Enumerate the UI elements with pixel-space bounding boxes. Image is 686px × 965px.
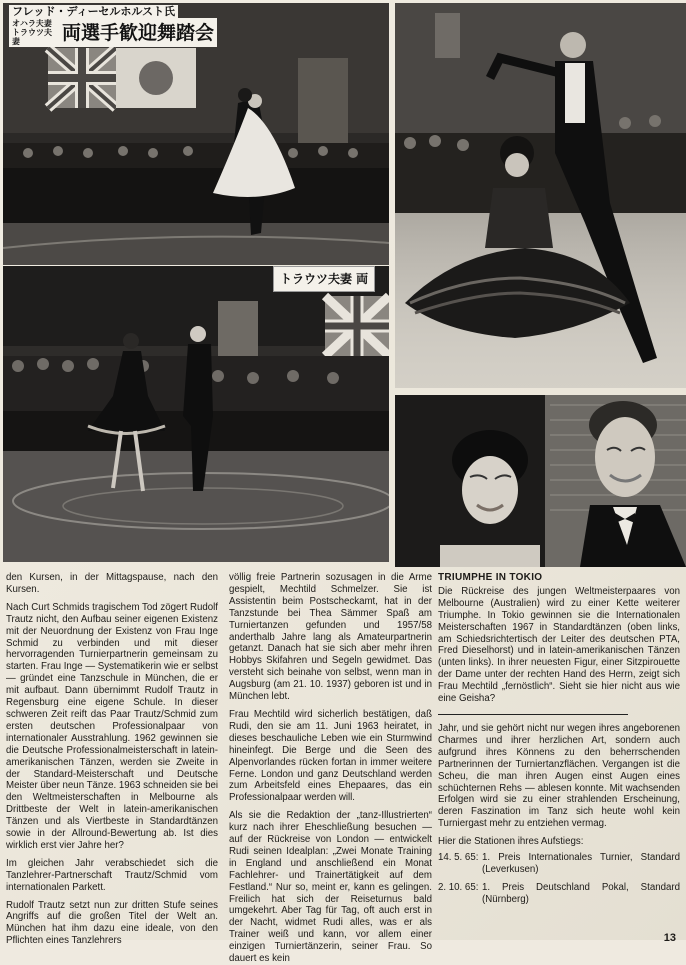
stations-intro: Hier die Stationen ihres Aufstiegs: bbox=[438, 836, 584, 848]
text-column-3 bbox=[438, 572, 680, 906]
station-item bbox=[438, 882, 680, 906]
text-column-2 bbox=[229, 572, 432, 965]
paragraph: Als sie die Redaktion der „tanz-Illustrierten“ kurz nach ihrer Eheschließung besuchen — auf der Rückreise von London — entwickelt Rudi seinen Idealplan: „Zwei Monate Training in England und anschließend ein Monat Fachlehrer- und Trainertätigkeit auf dem Festland.“ Nur so, meint er, kann es gelingen. Freilich hat sich der Reiseturnus bald umgekehrt. Aber Tag für Tag, oft auch erst in der Nacht, widmet Rudi alles, was er als Trainer weiß und kann, vor allem einer einzigen Turniertänzerin, seiner Frau. So dauert es kein bbox=[229, 810, 432, 965]
paragraph: Frau Mechtild wird sicherlich bestätigen, daß Rudi, den sie am 11. Juni 1963 heiratet, in dieses beschauliche Leben wie ein Sturmwind hineinfegt. Die Berge und die Seen des Alpenvorlandes rücken fortan in immer weitere Ferne. London und ganz Deutschland werden zum Arbeitsfeld eines Ehepaares, das ein Professionalpaar werden will. bbox=[229, 708, 432, 804]
station-date: 14. 5. 65: bbox=[438, 852, 479, 864]
caption-heading: TRIUMPHE IN TOKIO bbox=[438, 572, 543, 583]
paragraph: Im gleichen Jahr verabschiedet sich die Tanzlehrer-Partnerschaft Trautz/Schmid vom internationalen Parkett. bbox=[6, 857, 218, 893]
page-number: 13 bbox=[663, 932, 676, 944]
banner-line-1: フレッド・ディーセルホルスト氏 bbox=[9, 5, 178, 18]
photo-ballroom-standard-dance bbox=[3, 3, 389, 265]
station-text: 1. Preis Deutschland Pokal, Standard (Nürnberg) bbox=[482, 881, 680, 905]
paragraph: den Kursen, in der Mittagspause, nach den Kursen. bbox=[6, 572, 218, 595]
paragraph: Jahr, und sie gehört nicht nur wegen ihres angeborenen Charmes und ihrer herzlichen Art, sondern auch aufgrund ihres Könnens zu den beherrschenden Partnerinnen der Turniertanzflächen. Vergangen ist die Scheu, die man ihren Augen einst Augen eines schüchternen Rehs — ablesen konnte. Mit wachsenden Erfolgen wird sie zu einer strahlenden Erscheinung, deren Faszination im Tanz sich heute wohl kein Turniergast mehr zu entziehen vermag. bbox=[438, 722, 680, 830]
photo-couple-portrait bbox=[395, 395, 686, 567]
photo-ballroom-latin-dance bbox=[3, 266, 389, 562]
banner-title: 両選手歓迎舞踏会 bbox=[62, 21, 215, 44]
station-text: 1. Preis Internationales Turnier, Standard (Leverkusen) bbox=[482, 852, 680, 875]
paragraph: Rudolf Trautz setzt nun zur dritten Stufe seines Angriffs auf die großen Titel der Welt an. München hat ihm dazu eine ideale, von den Pflichten eines Tanzlehrers bbox=[6, 899, 218, 947]
stations-list bbox=[438, 852, 680, 906]
divider bbox=[438, 714, 628, 715]
banner-line-2 bbox=[9, 18, 217, 47]
text-column-1 bbox=[6, 572, 218, 947]
station-date: 2. 10. 65: bbox=[438, 881, 479, 893]
banner-names: オハラ夫妻 トラウツ夫妻 bbox=[12, 19, 58, 46]
second-banner: トラウツ夫妻 両 bbox=[273, 266, 375, 292]
photo-caption: Die Rückreise des jungen Weltmeisterpaares von Melbourne (Australien) wird zu einer Kette weiterer Triumphe. In Tokio gewinnen sie die Internationalen Meisterschaften 1967 in Standardtänzen (oben links, am Schiedsrichtertisch der Leiter des deutschen PTA, Fred Dieselhorst) und in latein-amerikanischen Tänzen (unten links). In ihrer neuesten Figur, einer Sitzpirouette der Dame unter der rechten Hand des Herrn, zeigt sich Frau Mechtild „fernöstlich“. Sieht sie hier nicht aus wie eine Geisha? bbox=[438, 585, 680, 705]
station-item bbox=[438, 852, 680, 876]
paragraph: Nach Curt Schmids tragischem Tod zögert Rudolf Trautz nicht, den Aufbau seiner eigenen Existenz mit der Neuordnung der Existenz von Frau Inge Schmid zu verbinden und mit dieser hervorragenden Turnierpartnerin gemeinsam zu starten. Frau Inge — Systematikerin wie er selbst — gründet eine Tanzschule in München, die er mit aufbaut. Dann übernimmt Rudolf Trautz in Regensburg eine eigene Schule. In dieser schweren Zeit reift das Paar Trautz/Schmid zum ersten deutschen Professionalpaar von internationaler Ausstrahlung. 1962 gewinnen sie die Deutsche Professionalmeisterschaft in latein-amerikanischen Tänzen, werden sie Zweite in der Standard-Meisterschaft und Deutsche Meister über neun Tänze. 1963 schneiden sie bei den Weltmeisterschaften in Melbourne als Drittbeste der Welt in latein-amerikanischen Tänzen und als Viertbeste in Standardtänzen sowie in der Allround-Bewertung ab. Ist dies wirklich erst vier Jahre her? bbox=[6, 601, 219, 851]
paragraph: völlig freie Partnerin sozusagen in die Arme gespielt, Mechtild Schmelzer. Sie ist Assistentin beim Postscheckamt, hat in der Tanzstunde bei Thea Sämmer Spaß am Turniertanzen gefunden und 1957/58 anderthalb Jahre lang als Amateurpartnerin getanzt. Danach hat sie sich aber mehr ihren Hobbys Skifahren und Segeln gewidmet. Das versteht sich beinahe von selbst, wenn man in Augsburg (am 21. 10. 1937) geboren ist und in München lebt. bbox=[229, 572, 432, 703]
photo-sitting-pirouette bbox=[395, 3, 686, 388]
